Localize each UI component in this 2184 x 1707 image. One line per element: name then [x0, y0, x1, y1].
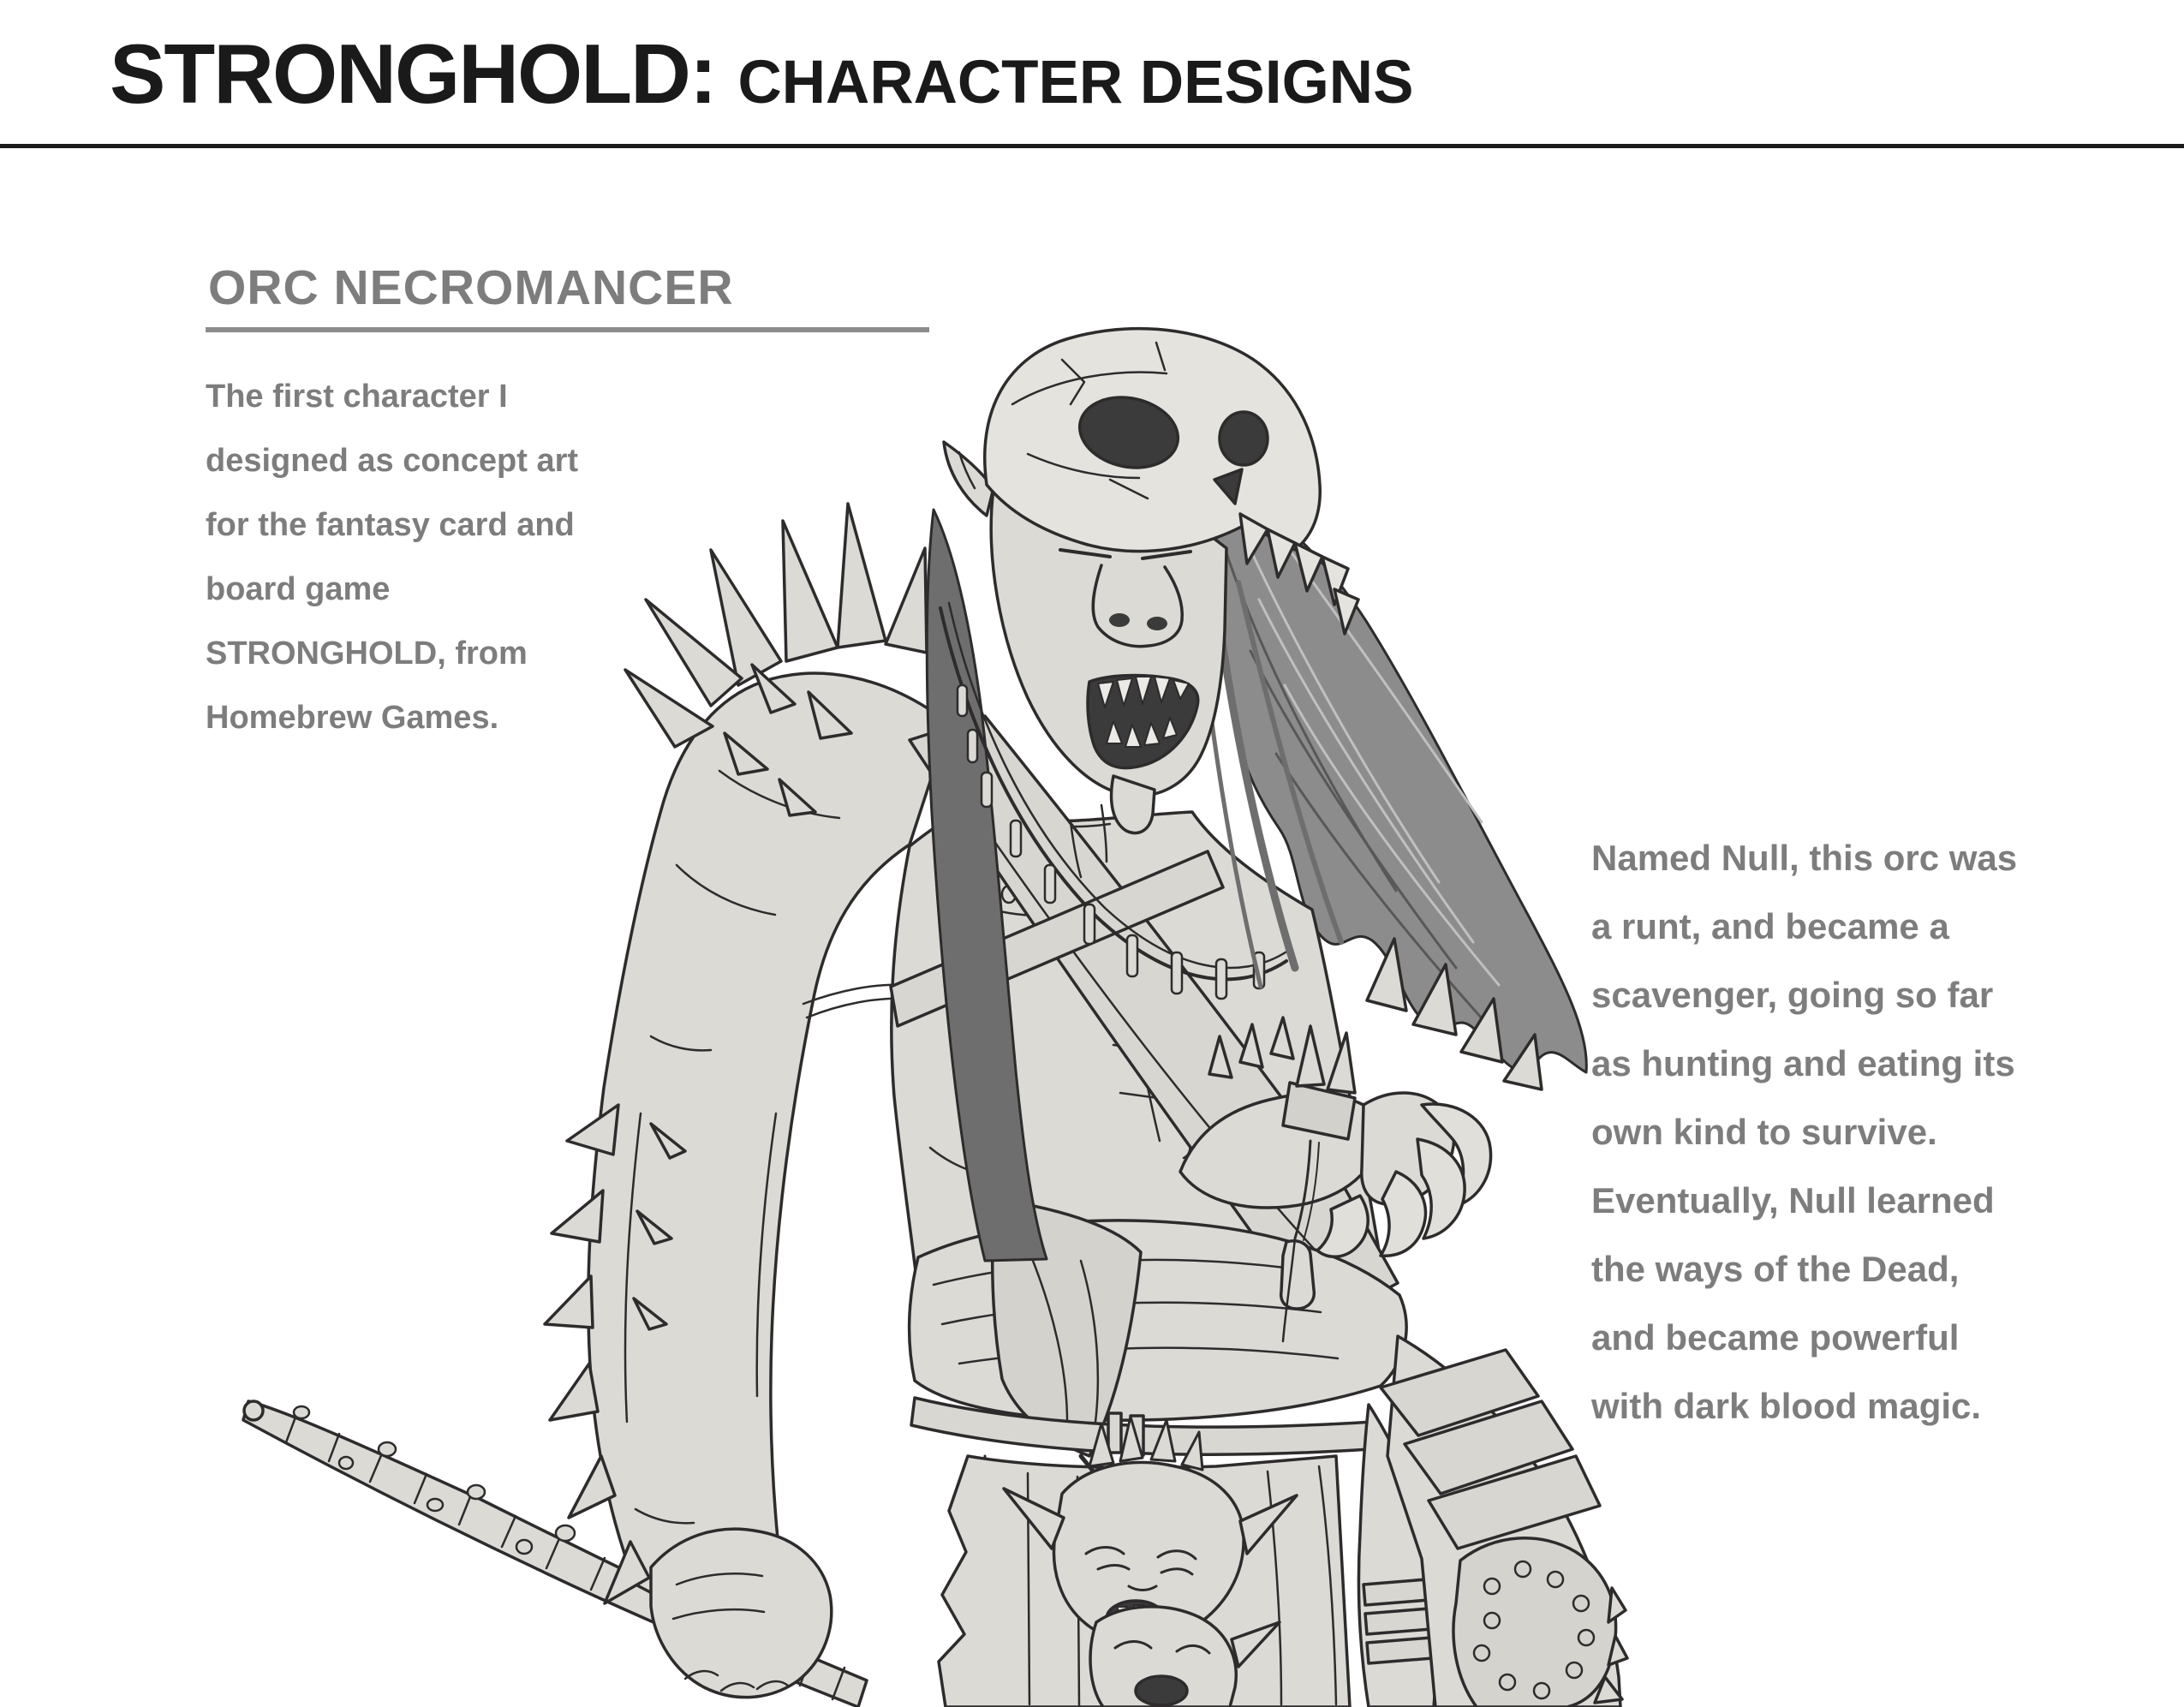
intro-line: Homebrew Games. [206, 700, 499, 736]
bio-line: the ways of the Dead, [1591, 1249, 1960, 1289]
section-heading: ORC NECROMANCER [208, 260, 734, 315]
bio-line: Named Null, this orc was [1591, 838, 2018, 878]
bio-line: as hunting and eating its [1591, 1043, 2015, 1083]
intro-line: board game [206, 571, 391, 607]
intro-line: The first character I [206, 379, 508, 415]
left-hand [651, 1529, 832, 1697]
bio-line: and became powerful [1591, 1317, 1960, 1358]
intro-line: designed as concept art [206, 443, 579, 479]
knee-plate [1453, 1538, 1616, 1707]
intro-line: STRONGHOLD, from [206, 636, 528, 671]
page-title: STRONGHOLD: [110, 27, 716, 121]
bio-line: own kind to survive. [1591, 1112, 1937, 1152]
bio-line: with dark blood magic. [1591, 1386, 1982, 1426]
bio-line: scavenger, going so far [1591, 975, 1994, 1015]
intro-line: for the fantasy card and [206, 507, 575, 543]
page-subtitle: CHARACTER DESIGNS [737, 49, 1414, 116]
left-arm [588, 673, 949, 1668]
bio-line: Eventually, Null learned [1591, 1180, 1995, 1221]
bio-line: a runt, and became a [1591, 906, 1949, 946]
